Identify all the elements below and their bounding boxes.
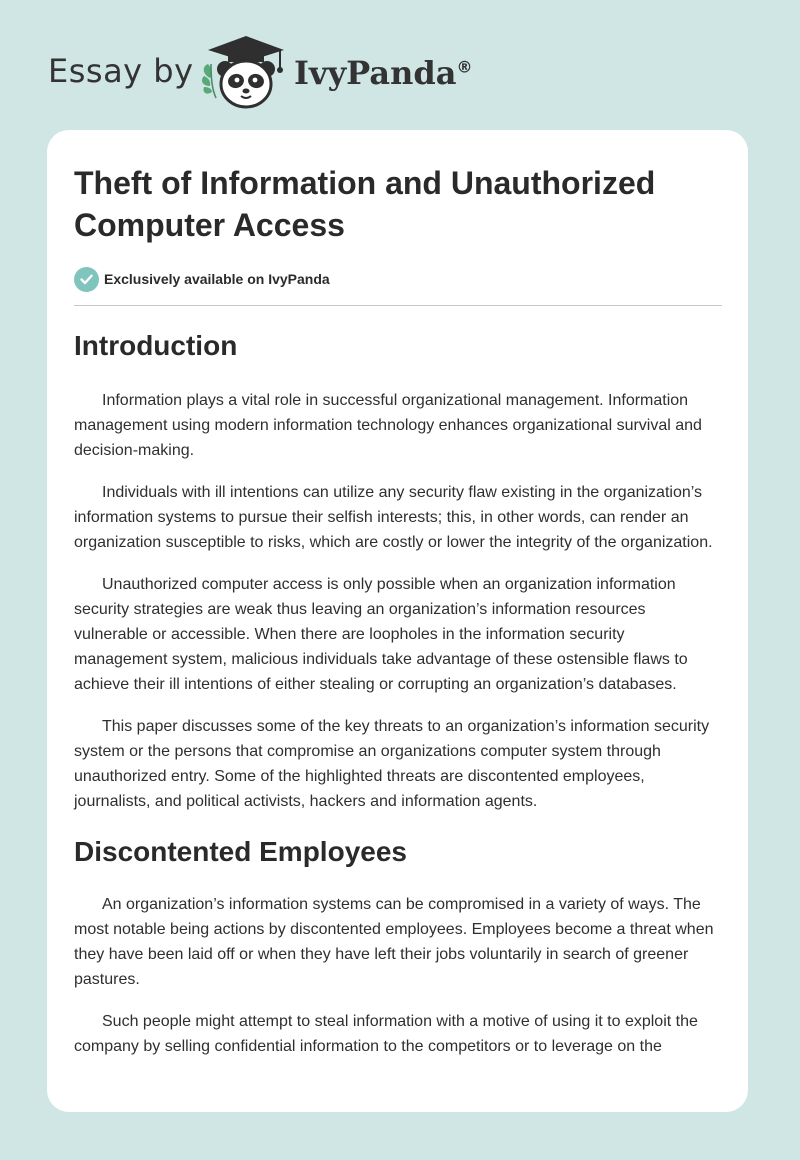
paragraph: An organization’s information systems can be compromised in a variety of ways. The most notable being actions by discontented employees. Employees become a threat when they have been laid off or when they have left their jobs voluntarily in search of greener pastures. [74,896,714,988]
brand-name[interactable]: IvyPanda® [294,54,473,92]
panda-graduate-logo-icon[interactable] [200,34,292,112]
section-heading-introduction: Introduction [74,330,238,361]
paragraph: Individuals with ill intentions can utilize any security flaw existing in the organization’s information systems to pursue their selfish interests; this, in other words, can render an organization susceptible to risks, which are costly or lower the integrity of the organization. [74,484,713,551]
site-header [48,30,752,110]
section-heading-discontented-employees: Discontented Employees [74,836,407,867]
essay-title: Theft of Information and Unauthorized Computer Access [74,165,656,243]
essay-by-label: Essay by [48,52,194,90]
divider [74,305,722,306]
essay-content [74,162,722,1076]
paragraph: Unauthorized computer access is only possible when an organization information security strategies are weak thus leaving an organization’s information resources vulnerable or accessible. When there are loopholes in the information security management system, malicious individuals take advantage of these ostensible flaws to achieve their ill intentions of either stealing or corrupting an organization’s databases. [74,576,688,693]
exclusive-badge [74,264,722,294]
check-circle-icon [74,267,99,292]
paragraph: Such people might attempt to steal information with a motive of using it to exploit the company by selling confidential information to the competitors or to leverage on the [74,1013,698,1055]
paragraph: Information plays a vital role in successful organizational management. Information management using modern information technology enhances organizational survival and decision-making. [74,392,702,459]
essay-card [47,130,748,1112]
ivy-leaf-icon [202,64,216,98]
exclusive-badge-label: Exclusively available on IvyPanda [104,271,330,287]
paragraph: This paper discusses some of the key threats to an organization’s information security system or the persons that compromise an organizations computer system through unauthorized entry. Some of the highlighted threats are discontented employees, journalists, and political activists, hackers and information agents. [74,718,710,810]
